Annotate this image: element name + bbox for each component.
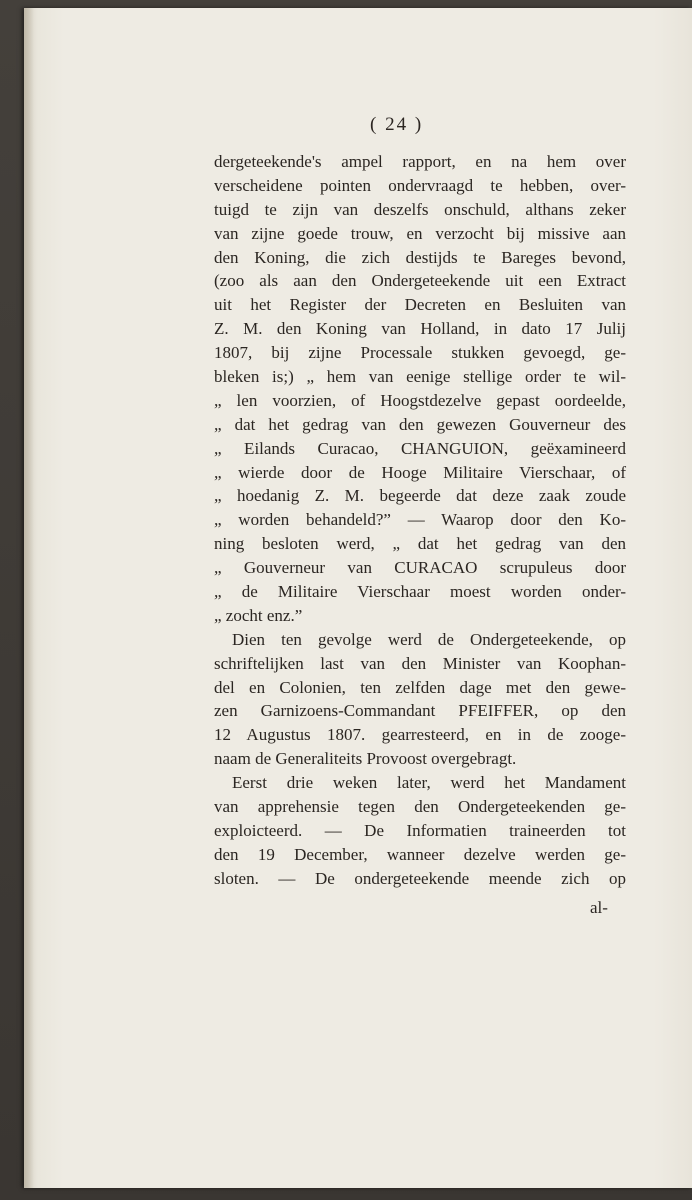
text-line: exploicteerd. — De Informatien traineerden tot — [214, 820, 626, 840]
text-line: del en Colonien, ten zelfden dage met den gewe- — [214, 677, 626, 697]
text-line: „ zocht enz.” — [214, 605, 303, 625]
text-line: sloten. — De ondergeteekende meende zich op — [214, 868, 626, 888]
text-line: schriftelijken last van den Minister van Koophan- — [214, 653, 626, 673]
body-text — [214, 150, 626, 891]
text-line: „ wierde door de Hooge Militaire Vierschaar, of — [214, 462, 626, 482]
text-line: den Koning, die zich destijds te Bareges bevond, — [214, 247, 626, 267]
text-line: dergeteekende's ampel rapport, en na hem over — [214, 152, 626, 171]
text-line: 12 Augustus 1807. gearresteerd, en in de zooge- — [214, 725, 626, 745]
text-line: ning besloten werd, „ dat het gedrag van den — [214, 534, 626, 554]
text-line: van apprehensie tegen den Ondergeteekenden ge- — [214, 797, 626, 817]
text-line: den 19 December, wanneer dezelve werden ge- — [214, 844, 626, 864]
paragraph-start: Eerst drie weken later, werd het Mandament — [232, 773, 626, 793]
text-line: „ dat het gedrag van den gewezen Gouverneur des — [214, 414, 626, 434]
text-line: van zijne goede trouw, en verzocht bij missive aan — [214, 223, 626, 243]
text-line: bleken is;) „ hem van eenige stellige order te wil- — [214, 367, 626, 387]
text-line: (zoo als aan den Ondergeteekende uit een Extract — [214, 271, 626, 291]
text-line: „ Eilands Curacao, CHANGUION, geëxamineerd — [214, 438, 626, 458]
text-line: zen Garnizoens-Commandant PFEIFFER, op den — [214, 701, 626, 721]
text-line: „ Gouverneur van CURACAO scrupuleus door — [214, 558, 626, 578]
text-line: 1807, bij zijne Processale stukken gevoegd, ge- — [214, 343, 626, 363]
paragraph-start: Dien ten gevolge werd de Ondergeteekende, op — [232, 629, 626, 649]
text-line: verscheidene pointen ondervraagd te hebben, over- — [214, 175, 626, 195]
text-line: naam de Generaliteits Provoost overgebragt. — [214, 749, 517, 769]
text-line: tuigd te zijn van deszelfs onschuld, althans zeker — [214, 199, 626, 219]
text-line: „ de Militaire Vierschaar moest worden onder- — [214, 582, 626, 602]
text-line: „ len voorzien, of Hoogstdezelve gepast oordeelde, — [214, 390, 626, 410]
text-line: Z. M. den Koning van Holland, in dato 17 Julij — [214, 319, 626, 339]
page-gutter-shadow — [24, 8, 34, 1188]
text-line: „ worden behandeld?” — Waarop door den Ko- — [214, 510, 626, 530]
text-line: „ hoedanig Z. M. begeerde dat deze zaak zoude — [214, 486, 626, 506]
catchword: al- — [590, 898, 608, 917]
page-number: ( 24 ) — [370, 114, 424, 135]
text-line: uit het Register der Decreten en Besluiten van — [214, 295, 626, 315]
